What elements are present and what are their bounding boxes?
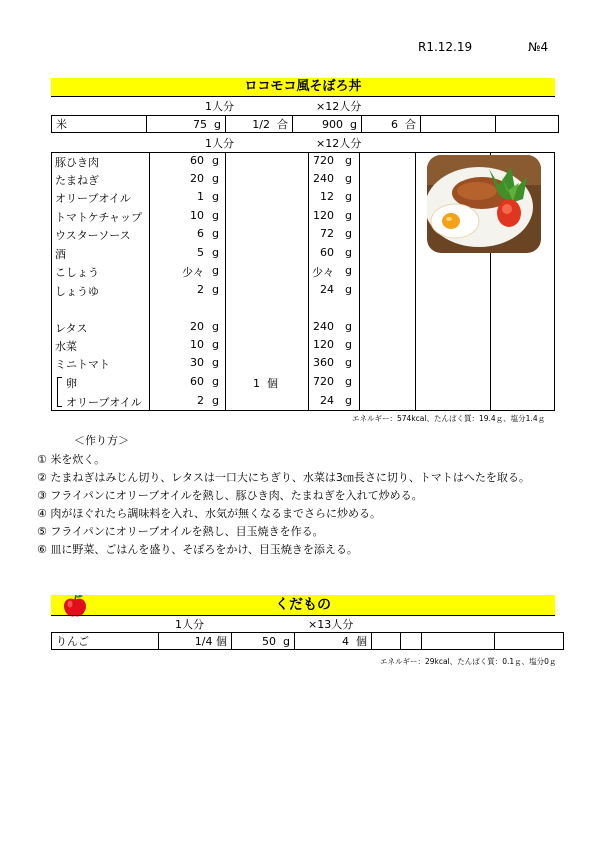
- ingredient-name: トマトケチャップ: [55, 211, 143, 224]
- rice-batch: 900 g: [293, 116, 362, 133]
- ingredient-name: ウスターソース: [55, 229, 131, 242]
- dish-title: ロコモコ風そぼろ丼: [51, 78, 555, 96]
- ingredient-name: しょうゆ: [55, 285, 99, 298]
- fruit-title: くだもの: [51, 595, 555, 615]
- ingredient-name: 豚ひき肉: [55, 156, 99, 169]
- date: R1.12.19: [418, 40, 473, 54]
- step: ③ フライパンにオリーブオイルを熱し、豚ひき肉、たまねぎを入れて炒める。: [37, 489, 423, 502]
- step: ① 米を炊く。: [37, 453, 106, 466]
- apple-icon: [62, 593, 88, 622]
- ingredient-name: ミニトマト: [55, 358, 110, 371]
- group-bracket: [57, 377, 58, 407]
- method-title: ＜作り方＞: [74, 434, 129, 447]
- dish-nutrition: エネルギー：574kcal、たんぱく質：19.4ｇ、塩分1.4ｇ: [352, 414, 546, 423]
- loco-moco-image: [427, 155, 541, 253]
- fruit-nutrition: エネルギー：29kcal、たんぱく質：0.1ｇ、塩分0ｇ: [380, 657, 557, 666]
- ingredient-name: レタス: [55, 322, 88, 335]
- title-underline: [51, 96, 555, 97]
- step: ② たまねぎはみじん切り、レタスは一口大にちぎり、水菜は3㎝長さに切り、トマトはへたを取る。: [37, 471, 530, 484]
- rice-alt: 1/2 合: [226, 116, 293, 133]
- fruit-table: [51, 632, 564, 650]
- fruit-col-batch: ×13人分: [308, 618, 354, 631]
- ingredient-name: 水菜: [55, 340, 77, 353]
- col-per-person: 1人分: [205, 100, 234, 113]
- rice-table: [51, 115, 559, 133]
- egg-alt: 1 個: [253, 377, 278, 390]
- ingredient-name: 酒: [55, 248, 66, 261]
- ingredient-name: たまねぎ: [55, 174, 99, 187]
- col-batch: ×12人分: [316, 100, 362, 113]
- fruit-weight: 50 g: [232, 633, 295, 650]
- table-row: [52, 116, 559, 133]
- page-number: №4: [528, 40, 549, 54]
- table-row: [52, 633, 564, 650]
- step: ⑤ フライパンにオリーブオイルを熱し、目玉焼きを作る。: [37, 525, 324, 538]
- fruit-batch: 4 個: [295, 633, 372, 650]
- ingredient-name: オリーブオイル: [66, 396, 142, 409]
- fruit-amount: 1/4 個: [159, 633, 232, 650]
- rice-amount: 75 g: [147, 116, 226, 133]
- ingredient-name: こしょう: [55, 266, 99, 279]
- fruit-name: りんご: [52, 633, 159, 650]
- col-per-person-2: 1人分: [205, 137, 234, 150]
- ingredient-name: 卵: [66, 377, 77, 390]
- rice-batch-alt: 6 合: [362, 116, 421, 133]
- col-batch-2: ×12人分: [316, 137, 362, 150]
- step: ⑥ 皿に野菜、ごはんを盛り、そぼろをかけ、目玉焼きを添える。: [37, 543, 358, 556]
- step: ④ 肉がほぐれたら調味料を入れ、水気が無くなるまでさらに炒める。: [37, 507, 382, 520]
- fruit-col-per-person: 1人分: [175, 618, 204, 631]
- dish-photo: [427, 155, 541, 253]
- rice-name: 米: [52, 116, 147, 133]
- ingredient-name: オリーブオイル: [55, 192, 131, 205]
